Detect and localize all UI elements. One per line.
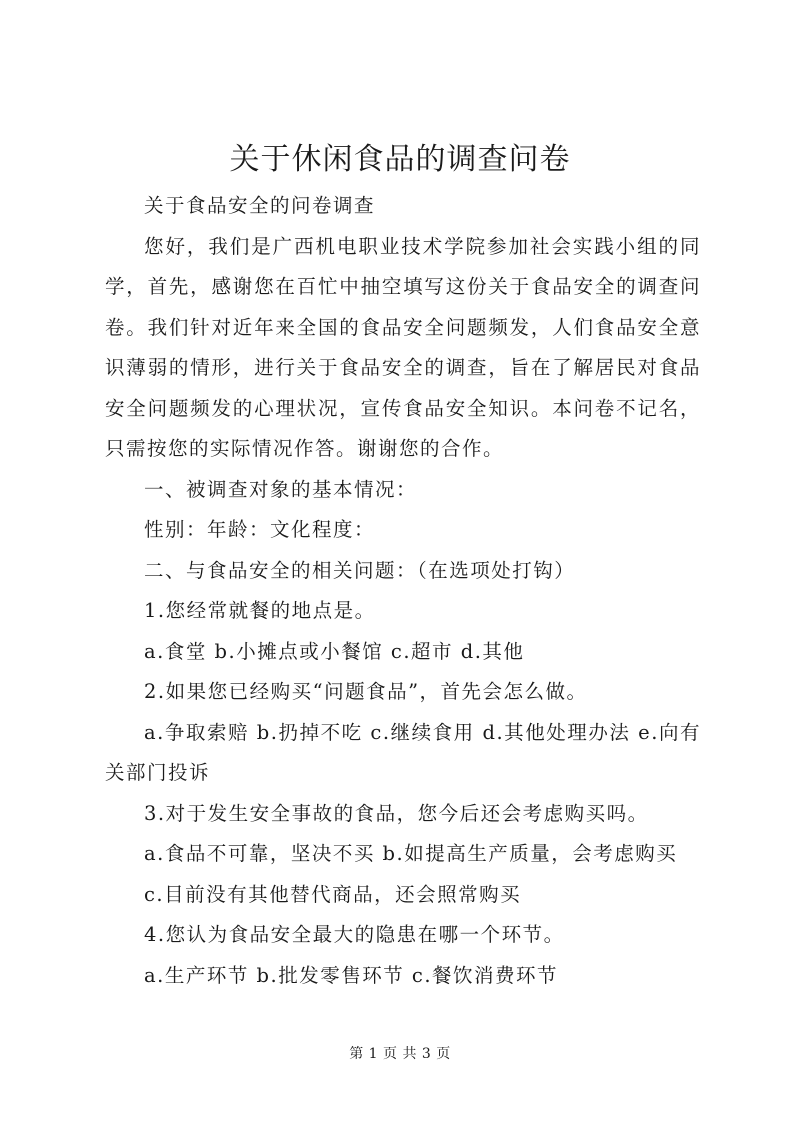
question-2: 2.如果您已经购买“问题食品”，首先会怎么做。: [144, 680, 588, 703]
page-footer: 第 1 页 共 3 页: [349, 1046, 451, 1062]
section-heading-questions: 二、与食品安全的相关问题：（在选项处打钩）: [144, 558, 576, 582]
question-1: 1.您经常就餐的地点是。: [144, 599, 376, 622]
question-4-options: a.生产环节 b.批发零售环节 c.餐饮消费环节: [144, 963, 559, 987]
section-heading-basic-info: 一、被调查对象的基本情况：: [144, 477, 418, 501]
question-2-options: a.争取索赔 b.扔掉不吃 c.继续食用 d.其他处理办法 e.向有关部门投诉: [105, 720, 701, 784]
paragraph-subtitle: 关于食品安全的问卷调查: [144, 194, 376, 217]
question-3-options-ab: a.食品不可靠，坚决不买 b.如提高生产质量，会考虑购买: [144, 842, 678, 865]
question-3: 3.对于发生安全事故的食品，您今后还会考虑购买吗。: [144, 801, 649, 825]
question-4: 4.您认为食品安全最大的隐患在哪一个环节。: [144, 923, 565, 946]
document-title: 关于休闲食品的调查问卷: [229, 142, 571, 177]
question-1-options: a.食堂 b.小摊点或小餐馆 c.超市 d.其他: [144, 639, 525, 663]
question-3-options-c: c.目前没有其他替代商品，还会照常购买: [144, 882, 522, 906]
paragraph-intro: 您好，我们是广西机电职业技术学院参加社会实践小组的同学，首先，感谢您在百忙中抽空填写这份关于食品安全的调查问卷。我们针对近年来全国的食品安全问题频发，人们食品安全意识薄弱的情形，进行关于食品安全的调查，旨在了解居民对食品安全问题频发的心理状况，宣传食品安全知识。本问卷不记名，只需按您的实际情况作答。谢谢您的合作。: [105, 234, 701, 460]
document-body: [105, 186, 701, 996]
paragraph-basic-fields: 性别：年龄：文化程度：: [144, 518, 376, 541]
